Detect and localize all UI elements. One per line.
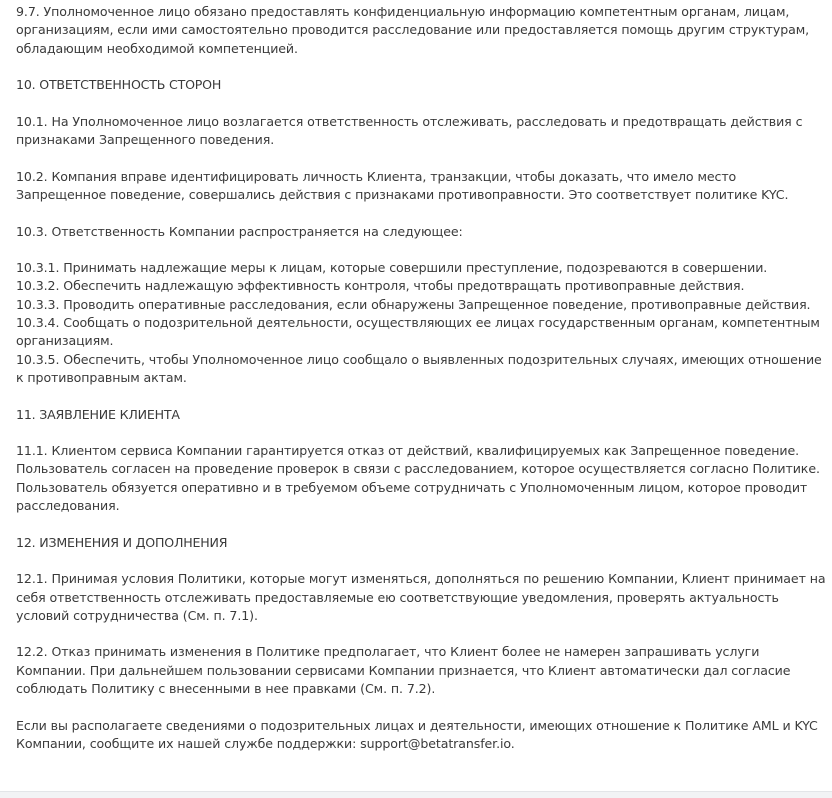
paragraph-9-7: 9.7. Уполномоченное лицо обязано предоставлять конфиденциальную информацию компетентным органам, лицам, организациям, если ими самостоятельно проводится расследование или предоставляется помощь другим структурам, обладающим необходимой компетенцией. (16, 4, 810, 56)
paragraph-12-2: 12.2. Отказ принимать изменения в Политике предполагает, что Клиент более не намерен запрашивать услуги Компании. При дальнейшем пользовании сервисами Компании признается, что Клиент автоматически дал согласие соблюдать Политику с внесенными в нее правками (См. п. 7.2). (16, 644, 791, 696)
paragraph-10-1: 10.1. На Уполномоченное лицо возлагается ответственность отслеживать, расследовать и предотвращать действия с признаками Запрещенного поведения. (16, 113, 803, 148)
list-item-10-3-1: 10.3.1. Принимать надлежащие меры к лицам, которые совершили преступление, подозреваются в совершении. (16, 260, 768, 276)
paragraph-10-2: 10.2. Компания вправе идентифицировать личность Клиента, транзакции, чтобы доказать, что имело место Запрещенное поведение, совершались действия с признаками противоправности. Это соответствует политике KYC. (16, 168, 789, 202)
list-item-10-3-4: 10.3.4. Сообщать о подозрительной деятельности, осуществляющих ее лицах государственным органам, компетентным организациям. (16, 315, 820, 349)
bottom-bar (0, 791, 832, 798)
heading-section-11: 11. ЗАЯВЛЕНИЕ КЛИЕНТА (16, 406, 180, 422)
support-email-link[interactable]: support@betatransfer.io (360, 735, 511, 751)
paragraph-11-1: 11.1. Клиентом сервиса Компании гарантируется отказ от действий, квалифицируемых как Запрещенное поведение. Пользователь согласен на проведение проверок в связи с расследованием, которое осуществляется согласно Политике. Пользователь обязуется оперативно и в требуемом объеме сотрудничать с Уполномоченным лицом, которое проводит расследования. (16, 443, 820, 514)
contact-paragraph (16, 717, 828, 754)
paragraph-10-3: 10.3. Ответственность Компании распространяется на следующее: (16, 223, 463, 239)
list-item-10-3-2: 10.3.2. Обеспечить надлежащую эффективность контроля, чтобы предотвращать противоправные действия. (16, 278, 745, 294)
list-item-10-3-3: 10.3.3. Проводить оперативные расследования, если обнаружены Запрещенное поведение, противоправные действия. (16, 296, 811, 312)
list-item-10-3-5: 10.3.5. Обеспечить, чтобы Уполномоченное лицо сообщало о выявленных подозрительных случаях, имеющих отношение к противоправным актам. (16, 351, 822, 385)
contact-text: Если вы располагаете сведениями о подозрительных лицах и деятельности, имеющих отношение к Политике AML и KYC Компании, сообщите их нашей службе поддержки: (16, 717, 818, 751)
contact-end: . (510, 735, 515, 751)
paragraph-12-1: 12.1. Принимая условия Политики, которые могут изменяться, дополняться по решению Компании, Клиент принимает на себя ответственность отслеживать предоставляемые ею соответствующие уведомления, проверять актуальность условий сотрудничества (См. п. 7.1). (16, 571, 826, 623)
heading-section-10: 10. ОТВЕТСТВЕННОСТЬ СТОРОН (16, 77, 222, 93)
policy-document (16, 3, 828, 771)
list-10-3 (16, 259, 828, 387)
heading-section-12: 12. ИЗМЕНЕНИЯ И ДОПОЛНЕНИЯ (16, 534, 228, 550)
